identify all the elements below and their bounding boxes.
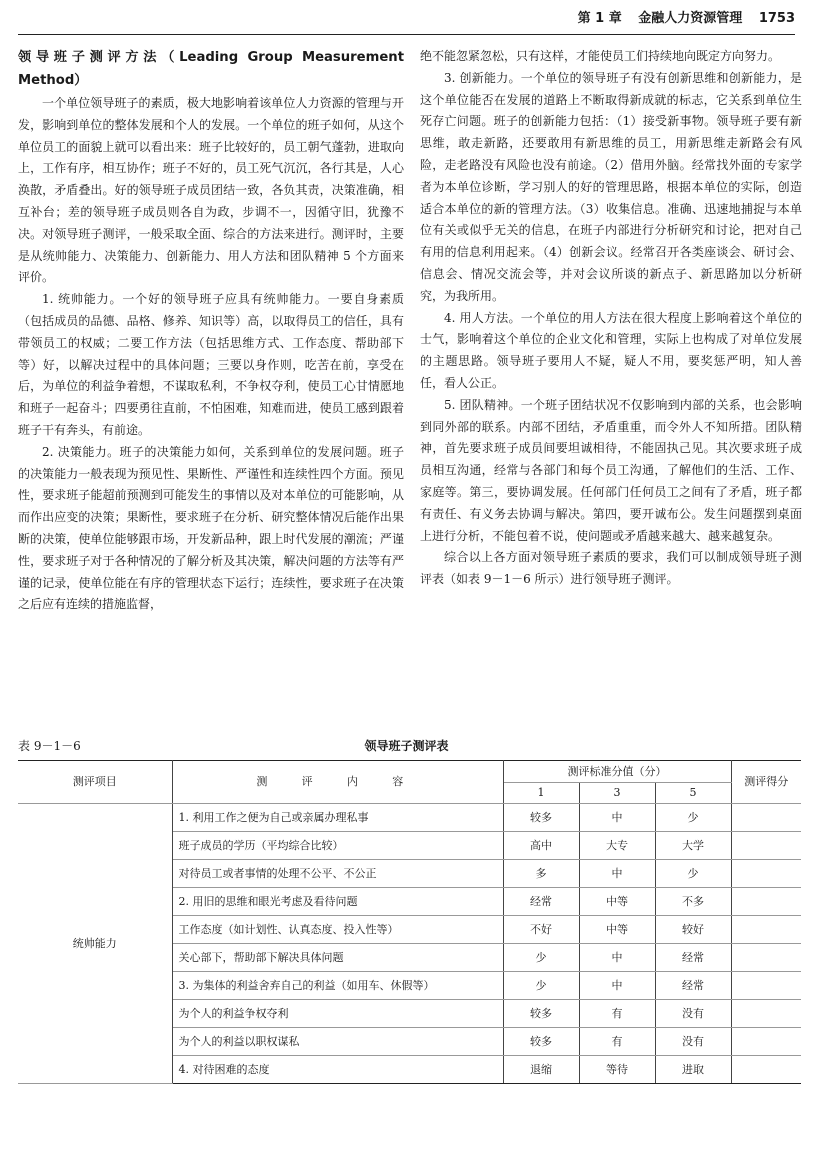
row-value-5: 不多 — [655, 888, 731, 916]
row-value-3: 有 — [579, 1028, 655, 1056]
row-value-5: 少 — [655, 860, 731, 888]
row-content: 4. 对待困难的态度 — [172, 1056, 503, 1084]
row-content: 为个人的利益以职权谋私 — [172, 1028, 503, 1056]
row-value-3: 大专 — [579, 832, 655, 860]
header-level-3: 3 — [579, 783, 655, 804]
row-value-3: 有 — [579, 1000, 655, 1028]
left-column — [18, 46, 404, 616]
row-value-3: 中 — [579, 944, 655, 972]
row-score — [731, 888, 801, 916]
paragraph-team-spirit: 5. 团队精神。一个班子团结状况不仅影响到内部的关系，也会影响到同外部的联系。内部不团结，矛盾重重，而令外人不知所措。团队精神，首先要求班子成员间要坦诚相待，不能固执己见。其次要求班子成员相互沟通，经常与各部门和每个员工沟通，了解他们的生活、工作、家庭等。第三，要协调发展。任何部门任何员工之间有了矛盾，班子都有责任、有义务去协调与解决。第四，要开诚布公。发生问题摆到桌面上进行分析，不能包着不说，使问题或矛盾越来越大、越来越复杂。 — [420, 397, 802, 543]
header-level-1: 1 — [503, 783, 579, 804]
entry-title: 领导班子测评方法（Leading Group Measurement Method） — [18, 50, 404, 88]
row-value-1: 经常 — [503, 888, 579, 916]
table-number: 表 9－1－6 — [18, 739, 81, 753]
header-level-5: 5 — [655, 783, 731, 804]
row-content: 关心部下，帮助部下解决具体问题 — [172, 944, 503, 972]
right-column — [420, 46, 802, 591]
table-caption — [18, 737, 795, 755]
header-content: 测 评 内 容 — [172, 761, 503, 804]
row-value-1: 较多 — [503, 804, 579, 832]
paragraph-decision-ability: 2. 决策能力。班子的决策能力如何，关系到单位的发展问题。班子的决策能力一般表现为预见性、果断性、严谨性和连续性四个方面。预见性，要求班子能超前预测到可能发生的事情以及对本单位的可能影响，从而作出应变的决策；果断性，要求班子在分析、研究整体情况后能作出果断的决策，使单位能够跟市场，开发新品种，跟上时代发展的潮流；严谨性，要求班子对于各种情况的了解分析及其决策，解决问题的方法等有严谨的记录，使单位能在有序的管理状态下运行；连续性，要求班子在决策之后应有连续的措施监督， — [18, 444, 404, 612]
row-content: 对待员工或者事情的处理不公平、不公正 — [172, 860, 503, 888]
paragraph-summary: 综合以上各方面对领导班子素质的要求，我们可以制成领导班子测评表（如表 9－1－6 所示）进行领导班子测评。 — [420, 550, 802, 587]
paragraph-staffing-method: 4. 用人方法。一个单位的用人方法在很大程度上影响着这个单位的士气，影响着这个单位的企业文化和管理，实际上也构成了对单位发展的主题思路。领导班子要用人不疑，疑人不用，要奖惩严明，知人善任，看人公正。 — [420, 310, 802, 390]
row-content: 班子成员的学历（平均综合比较） — [172, 832, 503, 860]
row-content: 2. 用旧的思维和眼光考虑及看待问题 — [172, 888, 503, 916]
row-value-5: 进取 — [655, 1056, 731, 1084]
row-score — [731, 1000, 801, 1028]
group-label: 统帅能力 — [18, 804, 172, 1084]
table-title: 领导班子测评表 — [364, 739, 449, 753]
row-value-3: 中 — [579, 804, 655, 832]
header-rule — [18, 34, 795, 35]
row-value-1: 多 — [503, 860, 579, 888]
row-score — [731, 860, 801, 888]
row-value-1: 退缩 — [503, 1056, 579, 1084]
row-score — [731, 972, 801, 1000]
row-value-5: 少 — [655, 804, 731, 832]
row-value-5: 经常 — [655, 944, 731, 972]
row-content: 工作态度（如计划性、认真态度、投入性等） — [172, 916, 503, 944]
intro-paragraph: 一个单位领导班子的素质，极大地影响着该单位人力资源的管理与开发，影响到单位的整体发展和个人的发展。一个单位的班子如何，从这个单位员工的面貌上就可以看出来：班子比较好的，员工朝气蓬勃，进取向上，工作有序，相互协作；班子不好的，员工死气沉沉，各行其是，人心涣散，矛盾叠出。好的领导班子成员团结一致，各负其责，决策准确，相互补台；差的领导班子成员则各自为政，步调不一，因循守旧，犹豫不决。对领导班子测评，一般采取全面、综合的方法来进行。测评时，主要是从统帅能力、决策能力、创新能力、用人方法和团队精神 5 个方面来评价。 — [18, 96, 404, 285]
row-value-5: 没有 — [655, 1028, 731, 1056]
row-value-3: 中等 — [579, 916, 655, 944]
row-content: 为个人的利益争权夺利 — [172, 1000, 503, 1028]
row-score — [731, 1028, 801, 1056]
paragraph-continuation: 绝不能忽紧忽松，只有这样，才能使员工们持续地向既定方向努力。 — [420, 49, 781, 63]
table-row — [18, 804, 801, 832]
chapter-label: 第 1 章 — [577, 11, 622, 26]
row-value-5: 大学 — [655, 832, 731, 860]
row-value-5: 经常 — [655, 972, 731, 1000]
row-value-3: 中等 — [579, 888, 655, 916]
paragraph-innovation-ability: 3. 创新能力。一个单位的领导班子有没有创新思维和创新能力，是这个单位能否在发展的道路上不断取得新成就的标志，它关系到单位生死存亡问题。班子的创新能力包括：（1）接受新事物。领导班子要有新思维，敢走新路，还要敢用有新思维的员工，用新思维走新路会有风险，走老路没有风险也没有前途。（2）借用外脑。经常找外面的专家学者为本单位诊断，学习别人的好的管理思路，根据本单位的实际，创造适合本单位的新的管理方法。（3）收集信息。准确、迅速地捕捉与本单位有关或似乎无关的信息，在班子内部进行分析研究和讨论，把对自己有用的信息利用起来。（4）创新会议。经常召开各类座谈会、研讨会、信息会、情况交流会等，并对会议所谈的新点子、新思路加以分析研究，为我所用。 — [420, 70, 802, 303]
header-item: 测评项目 — [18, 761, 172, 804]
row-score — [731, 832, 801, 860]
row-score — [731, 944, 801, 972]
row-value-1: 较多 — [503, 1000, 579, 1028]
evaluation-table — [18, 760, 801, 1084]
page-number: 1753 — [758, 11, 795, 26]
row-value-3: 中 — [579, 860, 655, 888]
row-content: 1. 利用工作之便为自己或亲属办理私事 — [172, 804, 503, 832]
row-score — [731, 916, 801, 944]
row-value-1: 少 — [503, 972, 579, 1000]
row-content: 3. 为集体的利益舍弃自己的利益（如用车、休假等） — [172, 972, 503, 1000]
row-value-3: 等待 — [579, 1056, 655, 1084]
header-standard: 测评标准分值（分） — [503, 761, 731, 783]
row-value-1: 高中 — [503, 832, 579, 860]
paragraph-command-ability: 1. 统帅能力。一个好的领导班子应具有统帅能力。一要自身素质（包括成员的品德、品格、修养、知识等）高，以取得员工的信任，具有带领员工的权威；二要工作方法（包括思维方式、工作态度、帮助部下等）好，以解决过程中的具体问题；三要以身作则，吃苦在前，享受在后，为单位的利益争着想，不谋取私利，不争权夺利，使员工心甘情愿地和班子一起奋斗；四要勇往直前，不怕困难，知难而进，使员工感到跟着班子干有奔头，有前途。 — [18, 292, 404, 437]
row-value-5: 较好 — [655, 916, 731, 944]
row-value-5: 没有 — [655, 1000, 731, 1028]
row-value-1: 较多 — [503, 1028, 579, 1056]
running-header — [18, 8, 795, 30]
chapter-title: 金融人力资源管理 — [638, 11, 743, 26]
row-value-1: 不好 — [503, 916, 579, 944]
row-value-1: 少 — [503, 944, 579, 972]
row-score — [731, 804, 801, 832]
header-score: 测评得分 — [731, 761, 801, 804]
row-score — [731, 1056, 801, 1084]
row-value-3: 中 — [579, 972, 655, 1000]
